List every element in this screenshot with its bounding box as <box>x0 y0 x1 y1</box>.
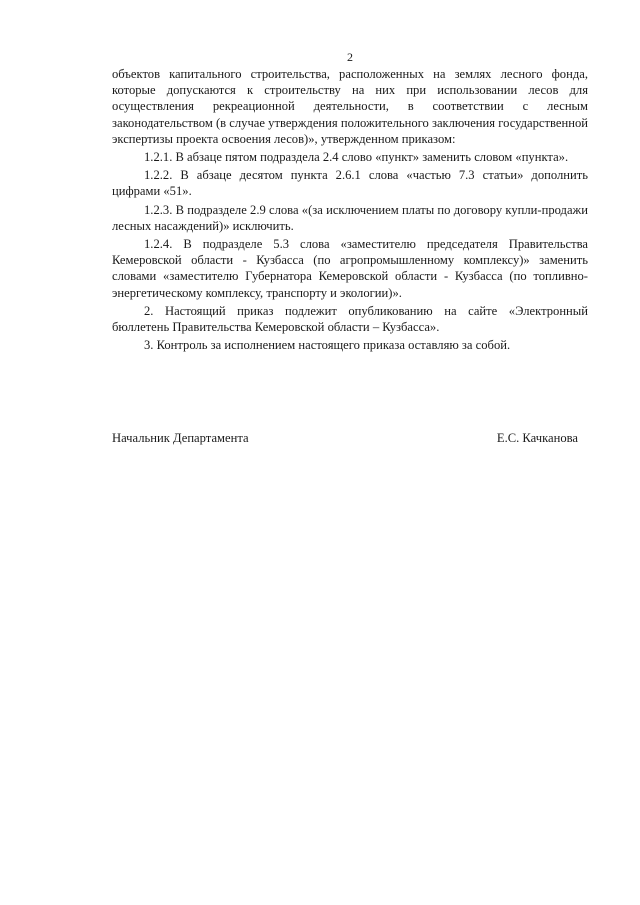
paragraph-1-2-1: 1.2.1. В абзаце пятом подраздела 2.4 слово «пункт» заменить словом «пункта». <box>144 150 569 165</box>
paragraph-1-2-2: 1.2.2. В абзаце десятом пункта 2.6.1 слова «частью 7.3 статьи» дополнить цифрами «51». <box>112 168 588 199</box>
document-body <box>112 66 588 353</box>
paragraph-3-control: 3. Контроль за исполнением настоящего приказа оставляю за собой. <box>144 338 511 353</box>
paragraph-1-2-3: 1.2.3. В подразделе 2.9 слова «(за исключением платы по договору купли-продажи лесных насаждений)» исключить. <box>112 202 588 233</box>
paragraph-2-publication: 2. Настоящий приказ подлежит опубликованию на сайте «Электронный бюллетень Правительства Кемеровской области – Кузбасса». <box>112 303 588 335</box>
paragraph-intro-continuation: объектов капитального строительства, расположенных на землях лесного фонда, которые допускаются к строительству на них при использовании лесов для осуществления рекреационной деятельности, в соответствии с лесным законодательством (в случае утверждения положительного заключения государственной экспертизы проекта освоения лесов)», утвержденном приказом: <box>112 67 588 146</box>
signature-block <box>112 430 588 446</box>
page-number: 2 <box>347 50 353 64</box>
paragraph-1-2-4: 1.2.4. В подразделе 5.3 слова «заместителю председателя Правительства Кемеровской области - Кузбасса (по агропромышленному комплексу)» заменить словами «заместителю Губернатора Кемеровской области - Кузбасса (по топливно-энергетическому комплексу, транспорту и экологии)». <box>112 237 588 300</box>
signatory-name: Е.С. Качканова <box>496 431 578 445</box>
signatory-position: Начальник Департамента <box>112 431 249 445</box>
